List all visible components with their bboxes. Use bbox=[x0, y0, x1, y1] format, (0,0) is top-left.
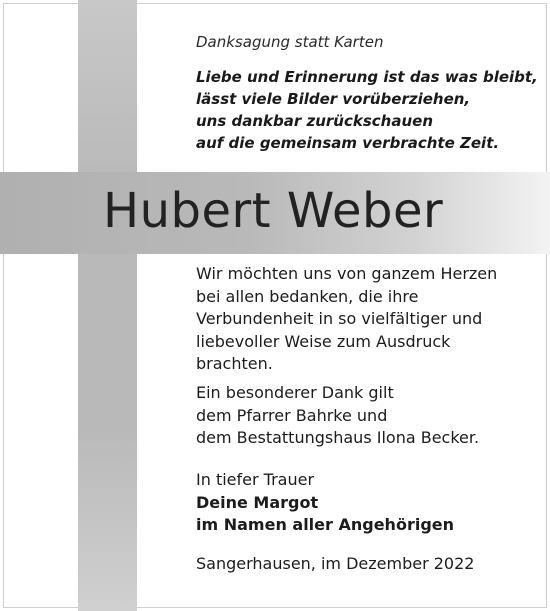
thanks-paragraph bbox=[196, 263, 497, 376]
paragraph-line: liebevoller Weise zum Ausdruck bbox=[196, 331, 451, 351]
paragraph-line: Wir möchten uns von ganzem Herzen bbox=[196, 264, 498, 283]
place-date: Sangerhausen, im Dezember 2022 bbox=[196, 554, 475, 573]
paragraph-line: Ein besonderer Dank gilt bbox=[196, 383, 394, 402]
verse-line: uns dankbar zurückschauen bbox=[196, 112, 434, 130]
signoff-family: im Namen aller Angehörigen bbox=[196, 515, 455, 534]
signoff-block bbox=[196, 469, 454, 537]
paragraph-line: brachten. bbox=[196, 354, 273, 373]
cross-vertical-beam bbox=[78, 0, 137, 611]
paragraph-line: dem Bestattungshaus Ilona Becker. bbox=[196, 428, 480, 447]
verse-line: lässt viele Bilder vorüberziehen, bbox=[196, 90, 471, 108]
paragraph-line: bei allen bedanken, die ihre bbox=[196, 286, 419, 306]
signoff-name: Deine Margot bbox=[196, 492, 319, 512]
verse-line: Liebe und Erinnerung ist das was bleibt, bbox=[196, 68, 538, 86]
verse-line: auf die gemeinsam verbrachte Zeit. bbox=[196, 134, 500, 152]
special-thanks-paragraph bbox=[196, 382, 479, 450]
deceased-name: Hubert Weber bbox=[103, 183, 444, 239]
signoff-intro: In tiefer Trauer bbox=[196, 470, 315, 489]
memorial-verse bbox=[196, 66, 538, 154]
paragraph-line: Verbundenheit in so vielfältiger und bbox=[196, 309, 483, 328]
notice-header: Danksagung statt Karten bbox=[196, 33, 384, 51]
paragraph-line: dem Pfarrer Bahrke und bbox=[196, 405, 388, 425]
